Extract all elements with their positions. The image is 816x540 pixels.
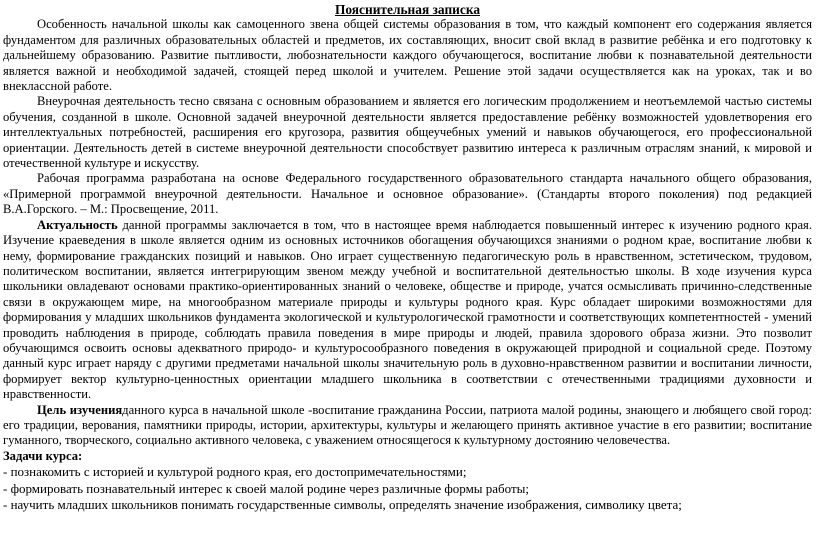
paragraph-extracurricular: Внеурочная деятельность тесно связана с основным образованием и является его логическим продолжением и неотъемлемой частью системы обучения, созданной в школе. Основной задачей внеурочной деятельности является предоставление ребёнку возможностей удовлетворения его интеллектуальных потребностей, расширения его кругозора, развития общеучебных умений и навыков обучающегося, его профессиональной ориентации. Деятельность детей в системе внеурочной деятельности способствует развитию интереса к различным отраслям знаний, к мировой и отечественной культуре и искусству. [3,94,812,171]
task-item: - научить младших школьников понимать государственные символы, определять значение изображения, символику цвета; [3,497,682,513]
paragraph-relevance [3,218,812,403]
relevance-text: данной программы заключается в том, что в настоящее время наблюдается повышенный интерес к изучению родного края. Изучение краеведения в школе является одним из основных источников обогащения обучающихся знаниями о родном крае, воспитание любви к нему, формирование гражданских позиций и навыков. Оно играет существенную педагогическую роль в нравственном, эстетическом, трудовом, политическом воспитании, является интегрирующим звеном между учебной и воспитательной деятельностью школы. В ходе изучения курса школьники овладевают основами практико-ориентированных знаний о человеке, обществе и природе, учатся осмысливать причинно-следственные связи в окружающем мире, на многообразном материале природы и культуры родного края. Курс обладает широкими возможностями для формирования у младших школьников фундамента экологической и культурологической грамотности и соответствующих компетентностей - умений проводить наблюдения в природе, соблюдать правила поведения в мире природы и людей, правила здорового образа жизни. Это позволит обучающимся освоить основы адекватного природо- и культуросообразного поведения в окружающей природной и социальной среде. Поэтому данный курс играет наряду с другими предметами начальной школы значительную роль в духовно-нравственном развитии и воспитании личности, формирует вектор культурно-ценностных ориентации младшего школьника в соответствии с отечественными традициями духовности и нравственности. [3,217,812,402]
paragraph-primary-school: Особенность начальной школы как самоценного звена общей системы образования в том, что каждый компонент его содержания является фундаментом для различных образовательных областей и предметов, их составляющих, вносит свой вклад в развитие ребёнка и его подготовку к дальнейшему образованию. Развитие пытливости, любознательности каждого обучающегося, воспитание любви к познавательной деятельности является важной и необходимой задачей, стоящей перед школой и учителем. Решение этой задачи осуществляется как на уроках, так и во внеклассной работе. [3,17,812,94]
task-item: - формировать познавательный интерес к своей малой родине через различные формы работы; [3,480,530,496]
paragraph-goal [3,403,812,449]
goal-text: данного курса в начальной школе -воспитание гражданина России, патриота малой родины, знающего и любящего свой город: его традиции, верования, памятники природы, истории, архитектуры, культуры и желающего принять активное участие в его развитии; воспитание гуманного, творческого, социально активного человека, с уважением относящегося к культурному достоянию человечества. [3,402,812,448]
task-item: - познакомить с историей и культурой родного края, его достопримечательностями; [3,464,467,480]
relevance-label: Актуальность [37,217,118,232]
paragraph-program-basis: Рабочая программа разработана на основе Федерального государственного образовательного стандарта начального общего образования, «Примерной программой внеурочной деятельности. Начальное и основное образование». (Стандарты второго поколения) под редакцией В.А.Горского. – М.: Просвещение, 2011. [3,171,812,217]
goal-label: Цель изучения [37,402,123,417]
tasks-heading: Задачи курса: [3,448,83,463]
document-title: Пояснительная записка [334,2,481,17]
